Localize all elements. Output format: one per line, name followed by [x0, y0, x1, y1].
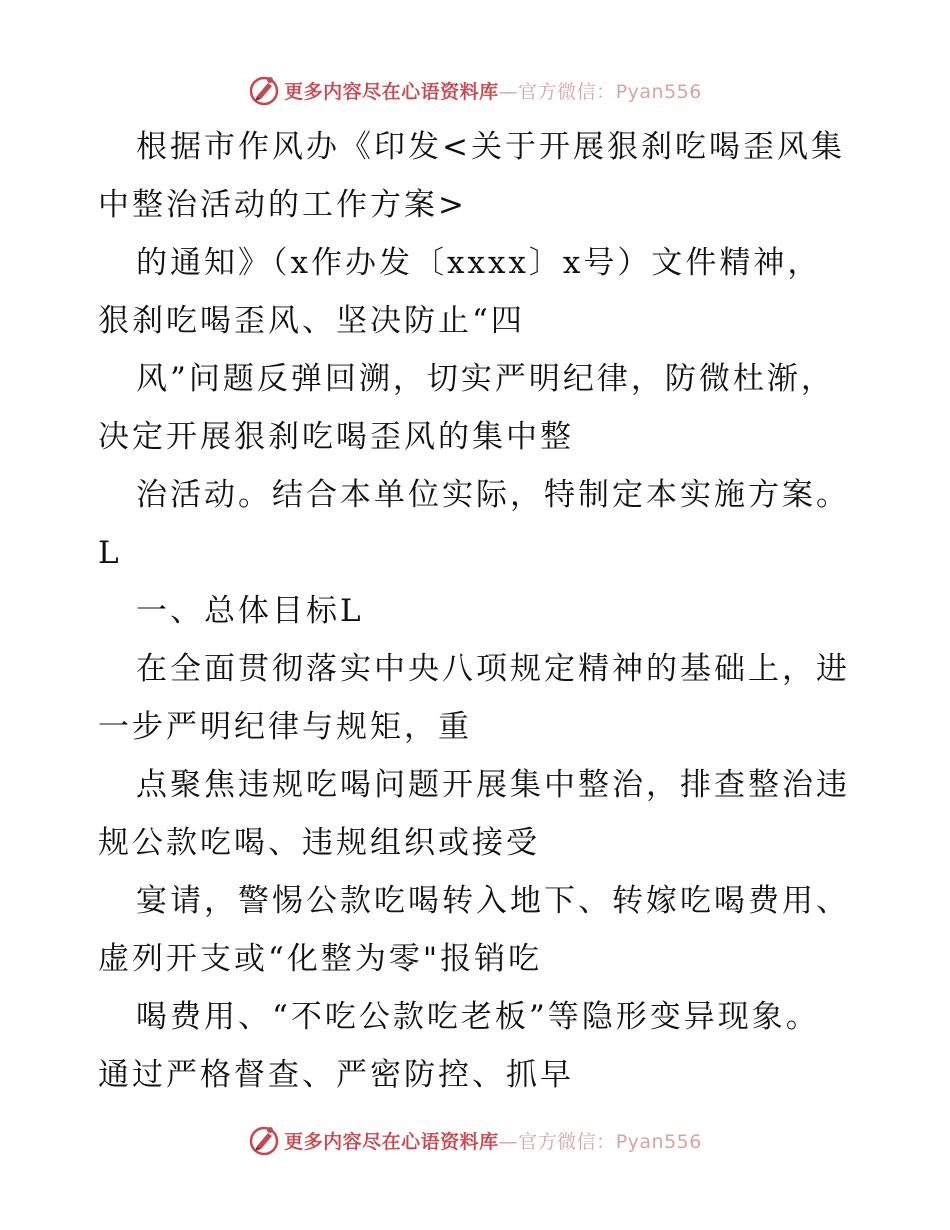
paragraph-line: 一、总体目标L: [136, 593, 364, 629]
document-body: [98, 118, 858, 1104]
banner-text: 更多内容尽在心语资料库—官方微信：Pyan556: [284, 1130, 702, 1153]
pen-logo-icon: [248, 1124, 280, 1156]
paragraph-line: 根据市作风办《印发<关于开展狠刹吃喝歪风集: [136, 129, 845, 165]
paragraph-line: 喝费用、“不吃公款吃老板”等隐形变异现象。: [136, 999, 820, 1035]
footer-watermark-banner: [0, 1120, 950, 1160]
paragraph-line: 虚列开支或“化整为零"报销吃: [98, 941, 543, 977]
paragraph-line: 决定开展狠刹吃喝歪风的集中整: [98, 419, 574, 455]
paragraph-line: 宴请，警惕公款吃喝转入地下、转嫁吃喝费用、: [136, 883, 850, 919]
banner-text: 更多内容尽在心语资料库—官方微信：Pyan556: [284, 80, 702, 103]
paragraph-line: 点聚焦违规吃喝问题开展集中整治，排查整治违: [136, 767, 850, 803]
paragraph-line: 治活动。结合本单位实际，特制定本实施方案。: [136, 477, 850, 513]
paragraph-line: 中整治活动的工作方案>: [98, 187, 467, 223]
paragraph-line: 一步严明纪律与规矩，重: [98, 709, 472, 745]
paragraph-line: 的通知》（x作办发〔xxxx〕x号）文件精神，: [136, 245, 822, 281]
pen-logo-icon: [248, 74, 280, 106]
paragraph-line: L: [98, 535, 122, 571]
paragraph-line: 通过严格督查、严密防控、抓早: [98, 1057, 574, 1093]
paragraph-line: 狠刹吃喝歪风、坚决防止“四: [98, 303, 525, 339]
paragraph-line: 风”问题反弹回溯，切实严明纪律，防微杜渐，: [136, 361, 835, 397]
paragraph-line: 规公款吃喝、违规组织或接受: [98, 825, 540, 861]
paragraph-line: 在全面贯彻落实中央八项规定精神的基础上，进: [136, 651, 850, 687]
header-watermark-banner: [0, 70, 950, 110]
